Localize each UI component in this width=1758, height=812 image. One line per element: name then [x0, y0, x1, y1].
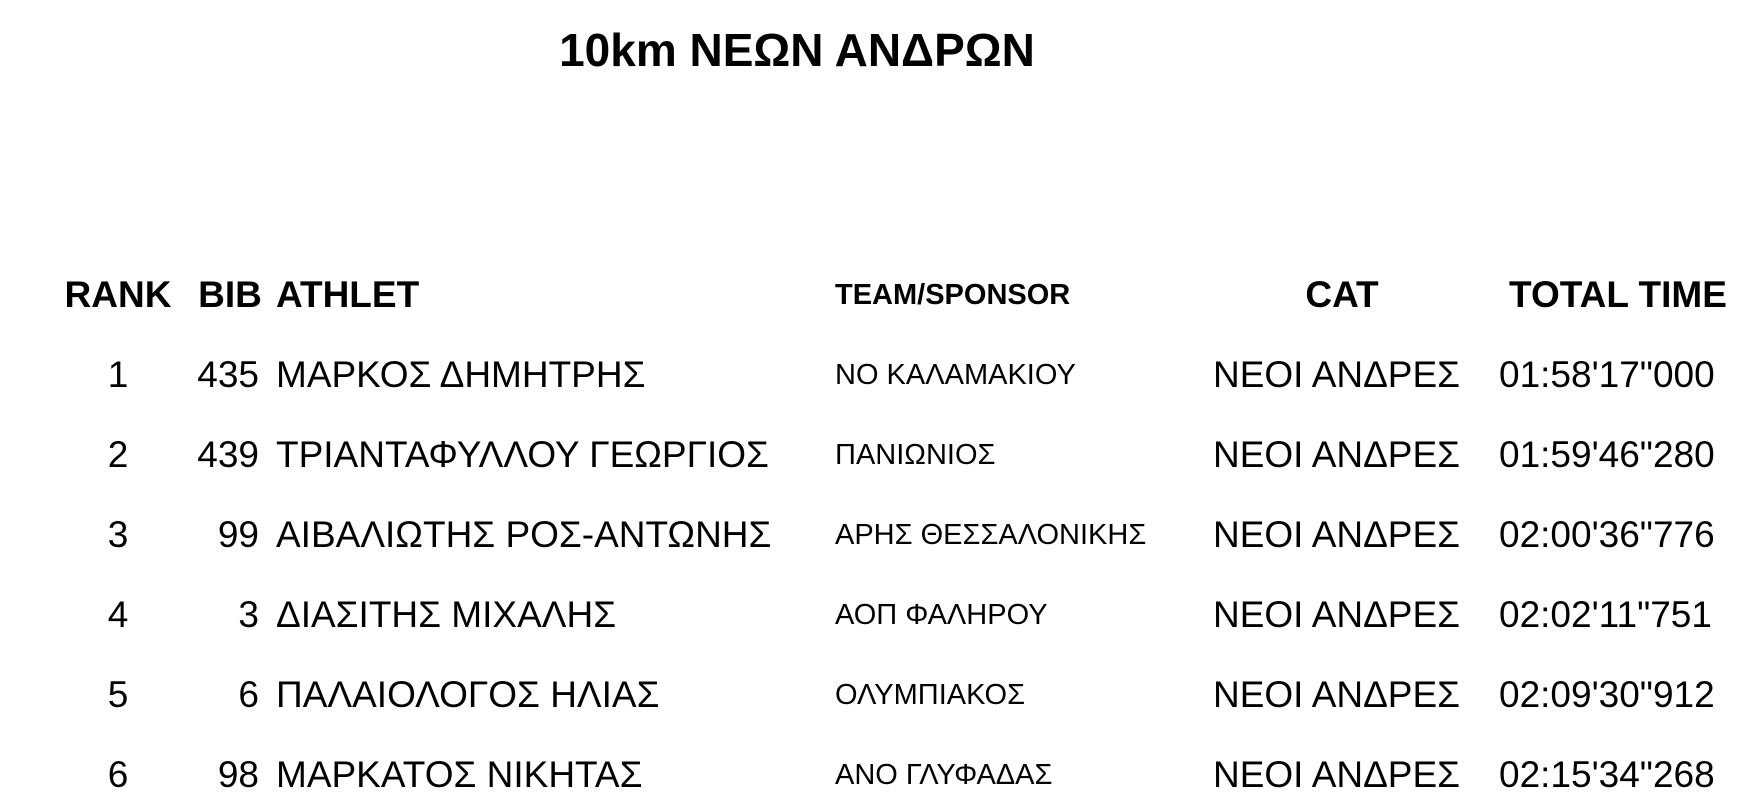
- rank-cell: 1: [107, 354, 129, 395]
- bib-cell: 99: [217, 514, 259, 555]
- time-cell: 02:02'11"751: [1499, 594, 1712, 635]
- time-cell: 02:15'34"268: [1499, 754, 1715, 795]
- time-cell: 01:59'46"280: [1499, 434, 1715, 475]
- athlete-cell: ΠΑΛΑΙΟΛΟΓΟΣ ΗΛΙΑΣ: [276, 674, 660, 715]
- table-header: [0, 265, 1758, 325]
- bib-cell: 439: [197, 434, 259, 475]
- table-row: [0, 505, 1758, 565]
- athlete-cell: ΔΙΑΣΙΤΗΣ ΜΙΧΑΛΗΣ: [276, 594, 617, 635]
- header-athlete: ATHLET: [276, 274, 420, 315]
- bib-cell: 435: [197, 354, 259, 395]
- table-row: [0, 745, 1758, 805]
- team-cell: ΝΟ ΚΑΛΑΜΑΚΙΟΥ: [835, 359, 1076, 391]
- header-rank: RANK: [64, 274, 172, 315]
- rank-cell: 2: [107, 434, 129, 475]
- cat-cell: ΝΕΟΙ ΑΝΔΡΕΣ: [1213, 674, 1461, 715]
- athlete-cell: ΜΑΡΚΟΣ ΔΗΜΗΤΡΗΣ: [276, 354, 646, 395]
- team-cell: ΑΡΗΣ ΘΕΣΣΑΛΟΝΙΚΗΣ: [835, 519, 1147, 551]
- time-cell: 01:58'17"000: [1499, 354, 1715, 395]
- athlete-cell: ΜΑΡΚΑΤΟΣ ΝΙΚΗΤΑΣ: [276, 754, 643, 795]
- cat-cell: ΝΕΟΙ ΑΝΔΡΕΣ: [1213, 754, 1461, 795]
- cat-cell: ΝΕΟΙ ΑΝΔΡΕΣ: [1213, 354, 1461, 395]
- page-title: 10km ΝΕΩΝ ΑΝΔΡΩΝ: [559, 24, 1035, 76]
- athlete-cell: ΤΡΙΑΝΤΑΦΥΛΛΟΥ ΓΕΩΡΓΙΟΣ: [276, 434, 769, 475]
- cat-cell: ΝΕΟΙ ΑΝΔΡΕΣ: [1213, 514, 1461, 555]
- bib-cell: 3: [238, 594, 259, 635]
- table-row: [0, 585, 1758, 645]
- team-cell: ΟΛΥΜΠΙΑΚΟΣ: [835, 679, 1026, 711]
- header-time: TOTAL TIME: [1509, 274, 1727, 315]
- header-team: TEAM/SPONSOR: [835, 279, 1071, 311]
- table-row: [0, 345, 1758, 405]
- rank-cell: 3: [107, 514, 129, 555]
- cat-cell: ΝΕΟΙ ΑΝΔΡΕΣ: [1213, 594, 1461, 635]
- team-cell: ΠΑΝΙΩΝΙΟΣ: [835, 439, 996, 471]
- time-cell: 02:00'36"776: [1499, 514, 1715, 555]
- table-row: [0, 665, 1758, 725]
- team-cell: ΑΟΠ ΦΑΛΗΡΟΥ: [835, 599, 1048, 631]
- header-cat: CAT: [1305, 274, 1379, 315]
- rank-cell: 4: [107, 594, 129, 635]
- rank-cell: 5: [107, 674, 129, 715]
- team-cell: ΑΝΟ ΓΛΥΦΑΔΑΣ: [835, 759, 1053, 791]
- table-row: [0, 425, 1758, 485]
- rank-cell: 6: [107, 754, 129, 795]
- bib-cell: 98: [217, 754, 259, 795]
- cat-cell: ΝΕΟΙ ΑΝΔΡΕΣ: [1213, 434, 1461, 475]
- header-bib: BIB: [198, 274, 262, 315]
- bib-cell: 6: [238, 674, 259, 715]
- time-cell: 02:09'30"912: [1499, 674, 1715, 715]
- athlete-cell: ΑΙΒΑΛΙΩΤΗΣ ΡΟΣ-ΑΝΤΩΝΗΣ: [276, 514, 772, 555]
